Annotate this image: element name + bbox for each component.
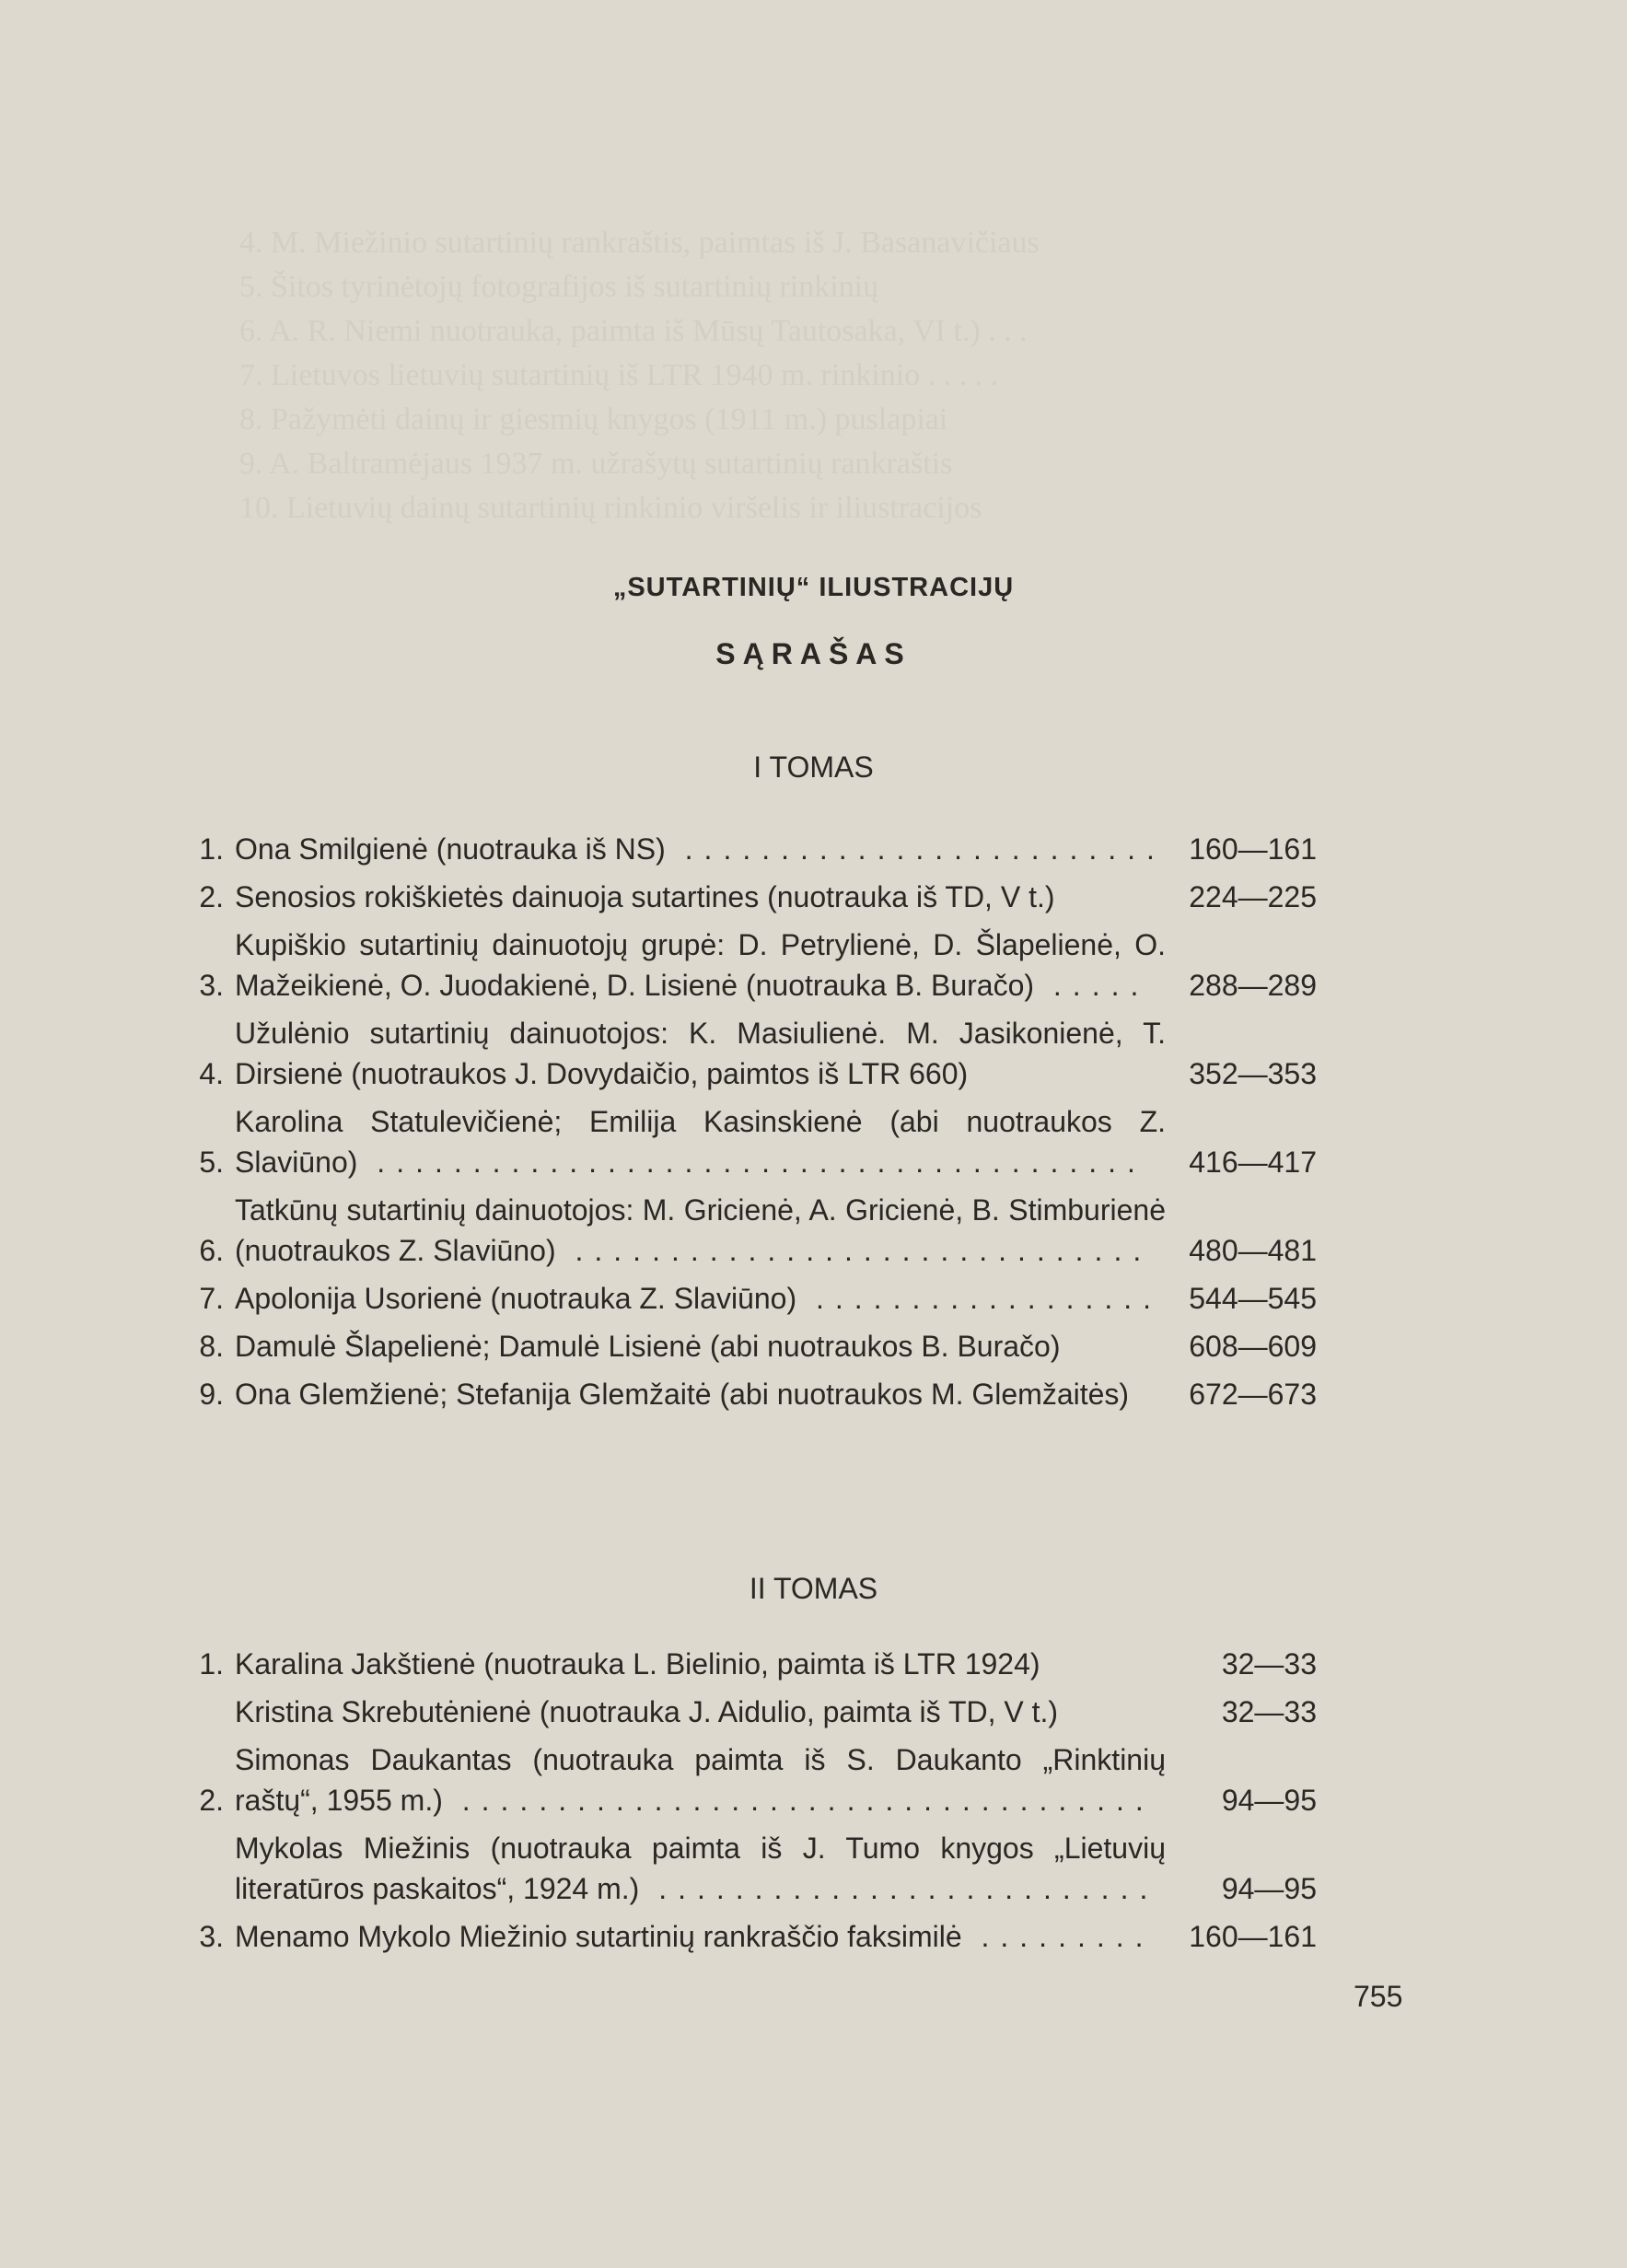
- item-pages: 32—33: [1221, 1647, 1317, 1681]
- volume-heading-2: II TOMAS: [749, 1572, 878, 1605]
- dot-leader: .........: [961, 1920, 1155, 1953]
- item-description: [235, 925, 1166, 1006]
- list-item: [180, 1101, 1317, 1182]
- page-subtitle: SĄRAŠAS: [715, 637, 912, 670]
- item-text: Tatkūnų sutartinių dainuotojos: M. Gricienė, A. Gricienė, B. Stimburienė (nuotraukos Z. Slaviūno): [235, 1193, 1166, 1267]
- item-text: Mykolas Miežinis (nuotrauka paimta iš J. Tumo knygos „Lietuvių literatūros paskaitos“, 1924 m.): [235, 1832, 1166, 1905]
- item-pages: 608—609: [1189, 1330, 1317, 1363]
- item-description: [235, 1326, 1166, 1367]
- bleed-line: 9. A. Baltramėjaus 1937 m. užrašytų sutartinių rankraštis: [239, 447, 953, 481]
- item-description: [235, 1644, 1166, 1684]
- list-item: [180, 1326, 1317, 1367]
- bleed-line: 8. Pažymėti dainų ir giesmių knygos (1911 m.) puslapiai: [239, 402, 948, 436]
- item-description: [235, 1374, 1166, 1414]
- bleed-line: 5. Šitos tyrinėtojų fotografijos iš sutartinių rinkinių: [239, 270, 879, 304]
- item-pages: 416—417: [1189, 1146, 1317, 1179]
- page-number: 755: [1354, 1980, 1403, 2013]
- item-number: 8.: [199, 1330, 224, 1363]
- volume-heading-1: I TOMAS: [753, 750, 874, 784]
- list-item: [180, 1190, 1317, 1271]
- item-description: [235, 1101, 1166, 1182]
- item-pages: 224—225: [1189, 880, 1317, 913]
- list-item: [180, 1278, 1317, 1319]
- list-item: [180, 1739, 1317, 1820]
- page-title: „SUTARTINIŲ“ ILIUSTRACIJŲ: [612, 573, 1015, 602]
- item-pages: 94—95: [1221, 1872, 1317, 1905]
- item-text: Damulė Šlapelienė; Damulė Lisienė (abi nuotraukos B. Buračo): [235, 1330, 1061, 1363]
- bleed-line: 7. Lietuvos lietuvių sutartinių iš LTR 1940 m. rinkinio . . . . .: [239, 358, 999, 392]
- bleed-line: 4. M. Miežinio sutartinių rankraštis, paimtas iš J. Basanavičiaus: [239, 226, 1040, 260]
- item-text: Karolina Statulevičienė; Emilija Kasinskienė (abi nuotraukos Z. Slaviūno): [235, 1105, 1166, 1179]
- item-number: 2.: [199, 880, 224, 913]
- illustration-list-volume-2: [180, 1644, 1317, 1964]
- item-number: 2.: [199, 1784, 224, 1817]
- item-pages: 160—161: [1189, 832, 1317, 866]
- item-description: [235, 1916, 1166, 1957]
- item-text: Užulėnio sutartinių dainuotojos: K. Masiulienė. M. Jasikonienė, T. Dirsienė (nuotraukos J. Dovydaičio, paimtos iš LTR 660): [235, 1017, 1166, 1090]
- item-text: Senosios rokiškietės dainuoja sutartines (nuotrauka iš TD, V t.): [235, 880, 1055, 913]
- list-item: [180, 1013, 1317, 1094]
- item-text: Ona Glemžienė; Stefanija Glemžaitė (abi nuotraukos M. Glemžaitės): [235, 1378, 1130, 1411]
- item-description: [235, 1013, 1166, 1094]
- item-number: 3.: [199, 1920, 224, 1953]
- item-description: [235, 1278, 1166, 1319]
- item-pages: 160—161: [1189, 1920, 1317, 1953]
- item-number: 1.: [199, 1647, 224, 1681]
- bleed-line: 10. Lietuvių dainų sutartinių rinkinio viršelis ir iliustracijos: [239, 491, 982, 525]
- item-description: [235, 1692, 1166, 1732]
- list-item: [180, 1644, 1317, 1684]
- item-description: [235, 1828, 1166, 1909]
- item-number: 1.: [199, 832, 224, 866]
- item-number: 3.: [199, 969, 224, 1002]
- dot-leader: ........................................: [357, 1146, 1146, 1179]
- list-item: [180, 1692, 1317, 1732]
- item-text: Karalina Jakštienė (nuotrauka L. Bielinio, paimta iš LTR 1924): [235, 1647, 1040, 1681]
- item-pages: 288—289: [1189, 969, 1317, 1002]
- dot-leader: .........................: [665, 832, 1166, 866]
- item-text: Ona Smilgienė (nuotrauka iš NS): [235, 832, 666, 866]
- item-text: Kupiškio sutartinių dainuotojų grupė: D. Petrylienė, D. Šlapelienė, O. Mažeikienė, O. Juodakienė, D. Lisienė (nuotrauka B. Buračo): [235, 928, 1166, 1002]
- item-description: [235, 829, 1166, 869]
- list-item: [180, 1916, 1317, 1957]
- item-number: 5.: [199, 1146, 224, 1179]
- list-item: [180, 1374, 1317, 1414]
- item-description: [235, 877, 1166, 917]
- list-item: [180, 925, 1317, 1006]
- list-item: [180, 1828, 1317, 1909]
- item-text: Kristina Skrebutėnienė (nuotrauka J. Aidulio, paimta iš TD, V t.): [235, 1695, 1059, 1728]
- dot-leader: .....: [1034, 969, 1150, 1002]
- item-text: Simonas Daukantas (nuotrauka paimta iš S. Daukanto „Rinktinių raštų“, 1955 m.): [235, 1743, 1166, 1817]
- item-description: [235, 1190, 1166, 1271]
- item-pages: 94—95: [1221, 1784, 1317, 1817]
- item-pages: 672—673: [1189, 1378, 1317, 1411]
- item-text: Menamo Mykolo Miežinio sutartinių rankraščio faksimilė: [235, 1920, 962, 1953]
- item-pages: 352—353: [1189, 1057, 1317, 1090]
- item-text: Apolonija Usorienė (nuotrauka Z. Slaviūno): [235, 1282, 797, 1315]
- illustration-list-volume-1: [180, 829, 1317, 1422]
- list-item: [180, 829, 1317, 869]
- item-pages: 544—545: [1189, 1282, 1317, 1315]
- item-description: [235, 1739, 1166, 1820]
- item-number: 9.: [199, 1378, 224, 1411]
- bleed-line: 6. A. R. Niemi nuotrauka, paimta iš Mūsų Tautosaka, VI t.) . . .: [239, 314, 1028, 348]
- dot-leader: ..............................: [555, 1234, 1153, 1267]
- item-number: 4.: [199, 1057, 224, 1090]
- dot-leader: ..................: [796, 1282, 1163, 1315]
- item-number: 7.: [199, 1282, 224, 1315]
- dot-leader: ..........................: [639, 1872, 1159, 1905]
- list-item: [180, 877, 1317, 917]
- item-pages: 32—33: [1221, 1695, 1317, 1728]
- dot-leader: ....................................: [442, 1784, 1155, 1817]
- item-number: 6.: [199, 1234, 224, 1267]
- item-pages: 480—481: [1189, 1234, 1317, 1267]
